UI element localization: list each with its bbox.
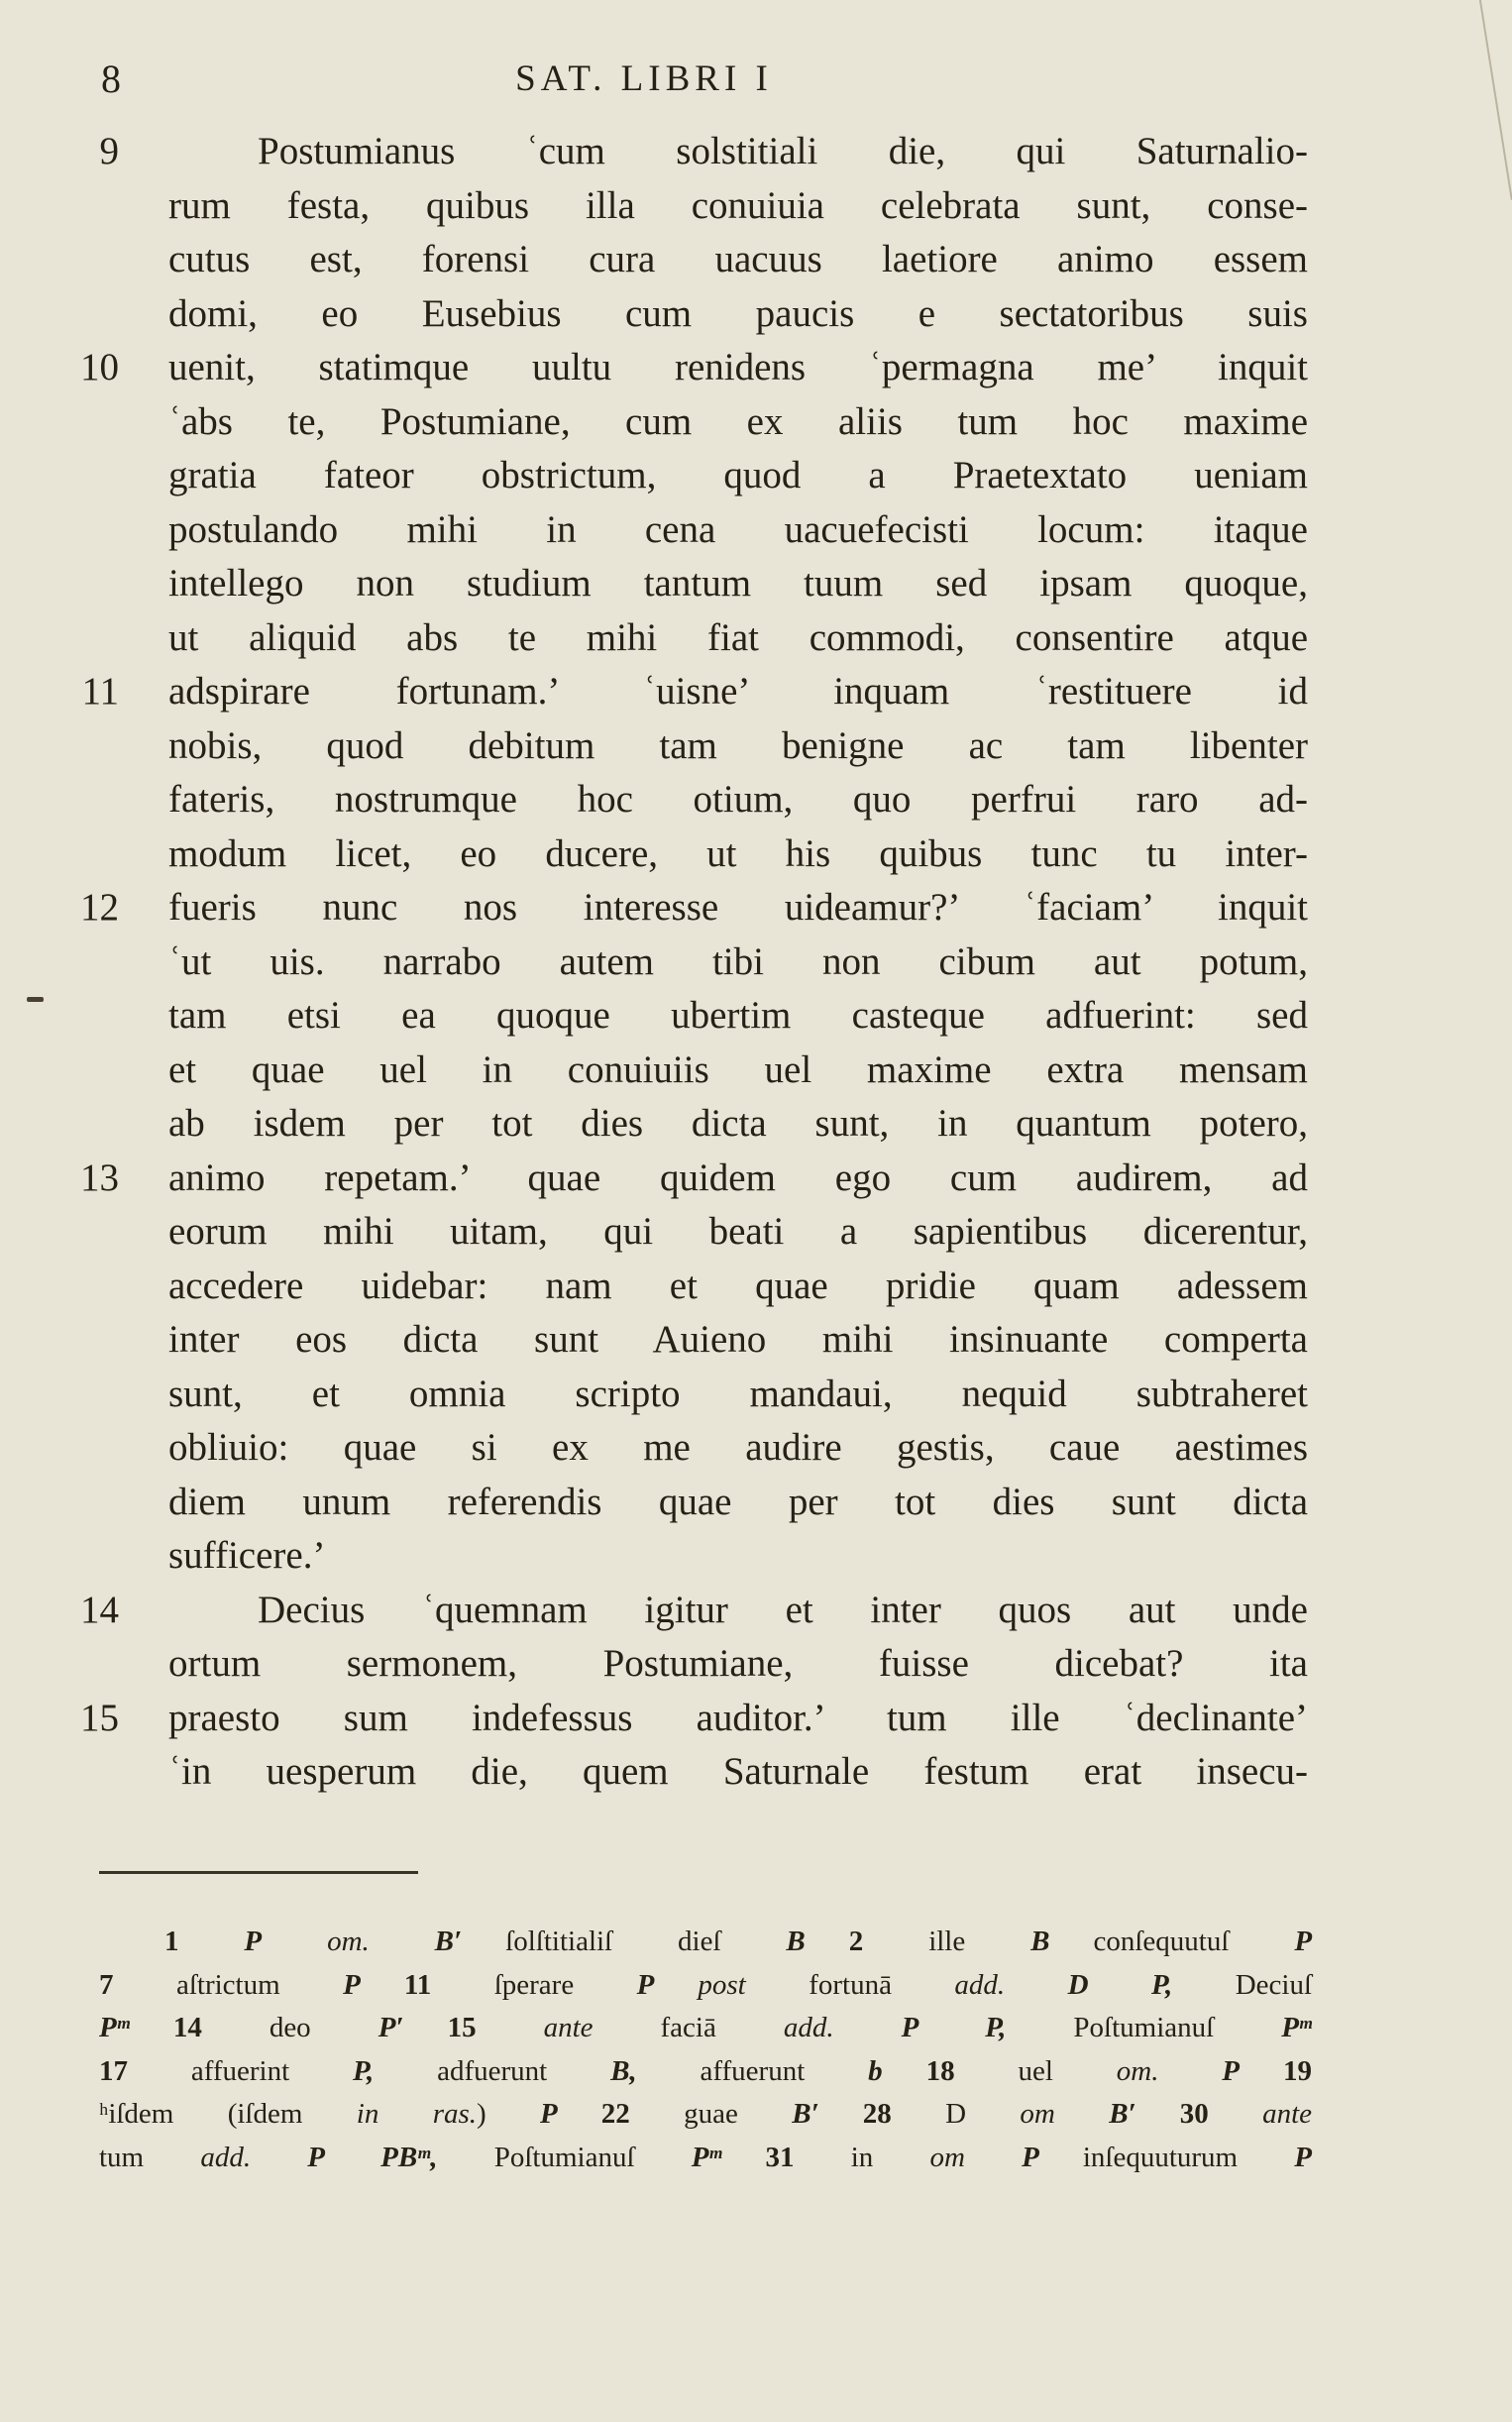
line-text: sufficere.’ [168, 1534, 326, 1577]
apparatus-segment: P [1294, 2141, 1313, 2173]
line-text: postulando mihi in cena uacuefecisti locum: itaque [168, 507, 1308, 551]
apparatus-segment: P [1294, 1926, 1313, 1957]
apparatus-segment: 15 [447, 2012, 544, 2043]
apparatus-segment: Pᵐ [99, 2012, 130, 2043]
body-line [61, 287, 1308, 342]
body-line [61, 1044, 1308, 1098]
line-text: animo repetam.’ quae quidem ego cum audirem, ad [168, 1156, 1308, 1199]
line-text: sunt, et omnia scripto mandaui, nequid subtraheret [168, 1372, 1308, 1415]
body-line [61, 1205, 1308, 1260]
body-line [61, 1368, 1308, 1422]
apparatus-segment: P [244, 1926, 263, 1957]
line-text: fateris, nostrumque hoc otium, quo perfrui raro ad- [168, 778, 1308, 821]
apparatus-line [99, 1964, 1312, 2008]
line-text: rum festa, quibus illa conuiuia celebrata sunt, conse- [168, 183, 1308, 227]
body-line [61, 1152, 1308, 1206]
section-number: 11 [81, 670, 119, 713]
apparatus-segment: ʰiſdem (iſdem [99, 2098, 357, 2130]
apparatus-segment: 1 [164, 1926, 245, 1957]
apparatus-segment: affuerint [190, 2054, 354, 2087]
apparatus-segment: P [1222, 2054, 1241, 2087]
section-number: 13 [80, 1156, 119, 1199]
body-line [61, 1584, 1308, 1638]
apparatus-segment: P [1022, 2141, 1039, 2173]
body-line [61, 1476, 1308, 1530]
apparatus-segment: post [698, 1968, 810, 2001]
apparatus-segment: P, [353, 2054, 375, 2087]
apparatus-segment: B, [610, 2054, 637, 2087]
apparatus-segment [262, 1926, 327, 1957]
section-number: 15 [80, 1696, 119, 1739]
line-text: cutus est, forensi cura uacuus laetiore animo essem [168, 238, 1308, 280]
apparatus-segment: in ras. [356, 2098, 478, 2130]
body-line [61, 1529, 1308, 1584]
apparatus-segment: inſequuturum [1082, 2141, 1295, 2173]
line-text: ortum sermonem, Postumiane, fuisse dicebat? ita [168, 1642, 1308, 1685]
line-text: accedere uidebar: nam et quae pridie quam adessem [168, 1264, 1308, 1307]
margin-speck [27, 997, 44, 1002]
body-line [61, 773, 1308, 827]
body-line [61, 449, 1308, 503]
apparatus-segment: 18 [925, 2054, 1019, 2087]
apparatus-segment: Poſtumianuſ [1006, 2012, 1282, 2043]
line-text: ʿin uesperum die, quem Saturnale festum erat insecu- [168, 1750, 1308, 1793]
apparatus-segment: 31 [765, 2141, 851, 2173]
body-line [61, 503, 1308, 558]
section-number: 14 [80, 1588, 119, 1631]
line-text: tam etsi ea quoque ubertim casteque adfuerint: sed [168, 994, 1308, 1037]
apparatus-segment: aſtrictum [175, 1968, 344, 2001]
apparatus-segment: om. [1116, 2054, 1223, 2087]
apparatus-segment: uel [1018, 2054, 1117, 2087]
apparatus-separator-rule [99, 1871, 418, 1874]
apparatus-segment: om [929, 2141, 1023, 2173]
apparatus-segment: tum [99, 2141, 201, 2173]
apparatus-segment: B′ [1109, 2098, 1136, 2130]
line-text: eorum mihi uitam, qui beati a sapientibus dicerentur, [168, 1210, 1308, 1253]
apparatus-segment: guae [684, 2098, 793, 2130]
line-text: nobis, quod debitum tam benigne ac tam libenter [168, 723, 1308, 767]
apparatus-segment: P [540, 2098, 558, 2130]
apparatus-segment: om. [327, 1926, 435, 1957]
line-text: ab isdem per tot dies dicta sunt, in quantum potero, [168, 1102, 1308, 1145]
apparatus-segment: Poſtumianuſ [437, 2141, 692, 2173]
page-number: 8 [101, 56, 121, 101]
line-text: diem unum referendis quae per tot dies sunt dicta [168, 1480, 1308, 1523]
apparatus-segment: 17 [99, 2054, 191, 2087]
apparatus-line [99, 2050, 1312, 2094]
body-line [61, 233, 1308, 287]
apparatus-segment: Pᵐ [1281, 2012, 1313, 2043]
body-line [61, 1637, 1308, 1692]
body-text [61, 125, 1308, 1800]
apparatus-segment: 14 [172, 2012, 270, 2043]
body-line [61, 1097, 1308, 1152]
apparatus-segment: ille [928, 1926, 1031, 1957]
apparatus-segment: faciā [660, 2012, 784, 2043]
apparatus-segment: 19 [1283, 2054, 1313, 2087]
line-text: Postumianus ʿcum solstitiali die, qui Saturnalio- [258, 130, 1308, 172]
apparatus-segment: conſequutuſ [1093, 1926, 1295, 1957]
apparatus-segment: b [868, 2054, 883, 2087]
body-line [61, 1692, 1308, 1746]
body-line [61, 881, 1308, 936]
body-line [61, 827, 1308, 882]
apparatus-segment: 2 [848, 1926, 929, 1957]
line-text: praesto sum indefessus auditor.’ tum ille ʿdeclinante’ [168, 1696, 1308, 1739]
line-text: obliuio: quae si ex me audire gestis, caue aestimes [168, 1426, 1308, 1469]
apparatus-segment: add. [783, 2012, 902, 2043]
body-line [61, 936, 1308, 990]
body-line [61, 125, 1308, 179]
line-text: domi, eo Eusebius cum paucis e sectatoribus suis [168, 291, 1308, 335]
apparatus-segment: Pᵐ [691, 2141, 722, 2173]
apparatus-segment: add. [200, 2141, 308, 2173]
body-line [61, 1421, 1308, 1476]
apparatus-segment: P′ [378, 2012, 404, 2043]
apparatus-segment: ante [1262, 2098, 1313, 2130]
apparatus-segment: P P, [901, 2012, 1007, 2043]
line-text: ut aliquid abs te mihi fiat commodi, consentire atque [168, 615, 1308, 659]
line-text: uenit, statimque uultu renidens ʿpermagna me’ inquit [168, 346, 1308, 388]
section-number: 9 [99, 130, 119, 172]
apparatus-segment: 30 [1179, 2098, 1263, 2130]
apparatus-segment: D P, [1067, 1968, 1173, 2001]
line-text: Decius ʿquemnam igitur et inter quos aut unde [258, 1588, 1308, 1631]
body-line [61, 665, 1308, 719]
apparatus-segment: in [850, 2141, 930, 2173]
apparatus-segment: ſperare [493, 1968, 637, 2001]
apparatus [99, 1921, 1312, 2179]
body-line [61, 557, 1308, 611]
apparatus-segment: adfuerunt [374, 2054, 611, 2087]
apparatus-segment: fortunā [809, 1968, 955, 2001]
body-line [61, 1260, 1308, 1314]
apparatus-segment: 28 [862, 2098, 946, 2130]
line-text: modum licet, eo ducere, ut his quibus tunc tu inter- [168, 831, 1308, 875]
apparatus-segment: P [343, 1968, 361, 2001]
apparatus-segment: ante [543, 2012, 661, 2043]
body-line [61, 341, 1308, 395]
body-line [61, 611, 1308, 666]
apparatus-segment: B [786, 1926, 806, 1957]
body-line [61, 395, 1308, 450]
apparatus-line [99, 2093, 1312, 2137]
apparatus-segment: ) [477, 2098, 541, 2130]
line-text: ʿut uis. narrabo autem tibi non cibum aut potum, [168, 939, 1308, 983]
line-text: inter eos dicta sunt Auieno mihi insinuante comperta [168, 1318, 1308, 1361]
page-title: SAT. LIBRI I [515, 58, 773, 99]
line-text: fueris nunc nos interesse uideamur?’ ʿfaciam’ inquit [168, 886, 1308, 929]
apparatus-line [99, 2137, 1312, 2180]
apparatus-segment: Deciuſ [1172, 1968, 1313, 2001]
apparatus-segment: D [945, 2098, 1021, 2130]
body-line [61, 1313, 1308, 1368]
body-line [61, 719, 1308, 774]
body-line [61, 989, 1308, 1044]
apparatus-segment: P PBᵐ, [307, 2141, 438, 2173]
apparatus-segment: om [1020, 2098, 1110, 2130]
apparatus-segment: 7 [99, 1968, 176, 2001]
apparatus-line [99, 2007, 1312, 2050]
body-line [61, 1745, 1308, 1800]
apparatus-segment: deo [269, 2012, 378, 2043]
section-number: 12 [80, 886, 119, 929]
running-header [0, 52, 1512, 111]
line-text: intellego non studium tantum tuum sed ipsam quoque, [168, 562, 1308, 605]
line-text: et quae uel in conuiuiis uel maxime extra mensam [168, 1047, 1308, 1091]
apparatus-line [99, 1921, 1312, 1964]
apparatus-segment: ſolſtitialiſ dieſ [505, 1926, 787, 1957]
apparatus-segment: B′ [792, 2098, 819, 2130]
apparatus-segment: P [636, 1968, 655, 2001]
apparatus-segment: affuerunt [636, 2054, 869, 2087]
section-number: 10 [80, 346, 119, 388]
apparatus-segment: B′ [434, 1926, 463, 1957]
apparatus-segment: 22 [600, 2098, 685, 2130]
line-text: ʿabs te, Postumiane, cum ex aliis tum hoc maxime [168, 399, 1308, 443]
line-text: adspirare fortunam.’ ʿuisne’ inquam ʿrestituere id [168, 670, 1308, 713]
body-line [61, 179, 1308, 234]
apparatus-segment: 11 [403, 1968, 494, 2001]
line-text: gratia fateor obstrictum, quod a Praetextato ueniam [168, 454, 1308, 496]
apparatus-segment: B [1030, 1926, 1050, 1957]
apparatus-segment: add. [954, 1968, 1068, 2001]
